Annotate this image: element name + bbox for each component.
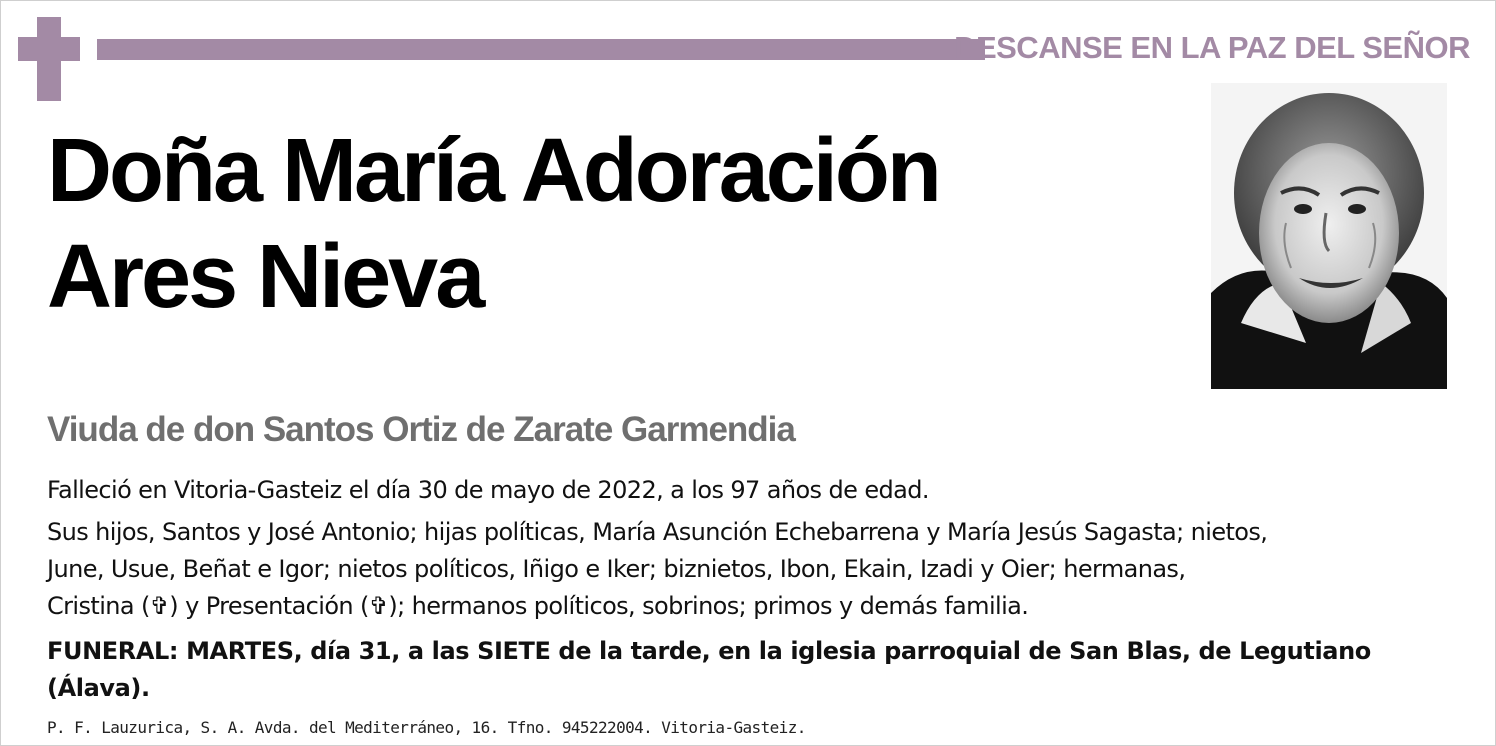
rip-heading: DESCANSE EN LA PAZ DEL SEÑOR <box>954 30 1470 65</box>
family-line: June, Usue, Beñat e Igor; nietos políticos, Iñigo e Iker; biznietos, Ibon, Ekain, Izadi y Oier; hermanas, <box>47 555 1186 583</box>
deceased-name <box>47 118 939 330</box>
portrait-photo <box>1211 83 1447 389</box>
death-statement: Falleció en Vitoria-Gasteiz el día 30 de mayo de 2022, a los 97 años de edad. <box>47 476 929 504</box>
funeral-home-footer: P. F. Lauzurica, S. A. Avda. del Mediterráneo, 16. Tfno. 945222004. Vitoria-Gasteiz. <box>47 718 806 737</box>
deceased-name-line2: Ares Nieva <box>47 227 483 327</box>
family-list <box>47 514 1267 625</box>
funeral-line: (Álava). <box>47 674 150 702</box>
header-rule <box>97 39 985 60</box>
family-line: Cristina (✞) y Presentación (✞); hermanos políticos, sobrinos; primos y demás familia. <box>47 592 1029 620</box>
widow-subtitle: Viuda de don Santos Ortiz de Zarate Garmendia <box>47 410 795 449</box>
funeral-line: FUNERAL: MARTES, día 31, a las SIETE de la tarde, en la iglesia parroquial de San Blas, de Legutiano <box>47 637 1371 665</box>
family-line: Sus hijos, Santos y José Antonio; hijas políticas, María Asunción Echebarrena y María Jesús Sagasta; nietos, <box>47 518 1268 546</box>
funeral-details <box>47 633 1371 707</box>
deceased-name-line1: Doña María Adoración <box>47 121 939 221</box>
cross-icon-arm <box>18 37 80 61</box>
